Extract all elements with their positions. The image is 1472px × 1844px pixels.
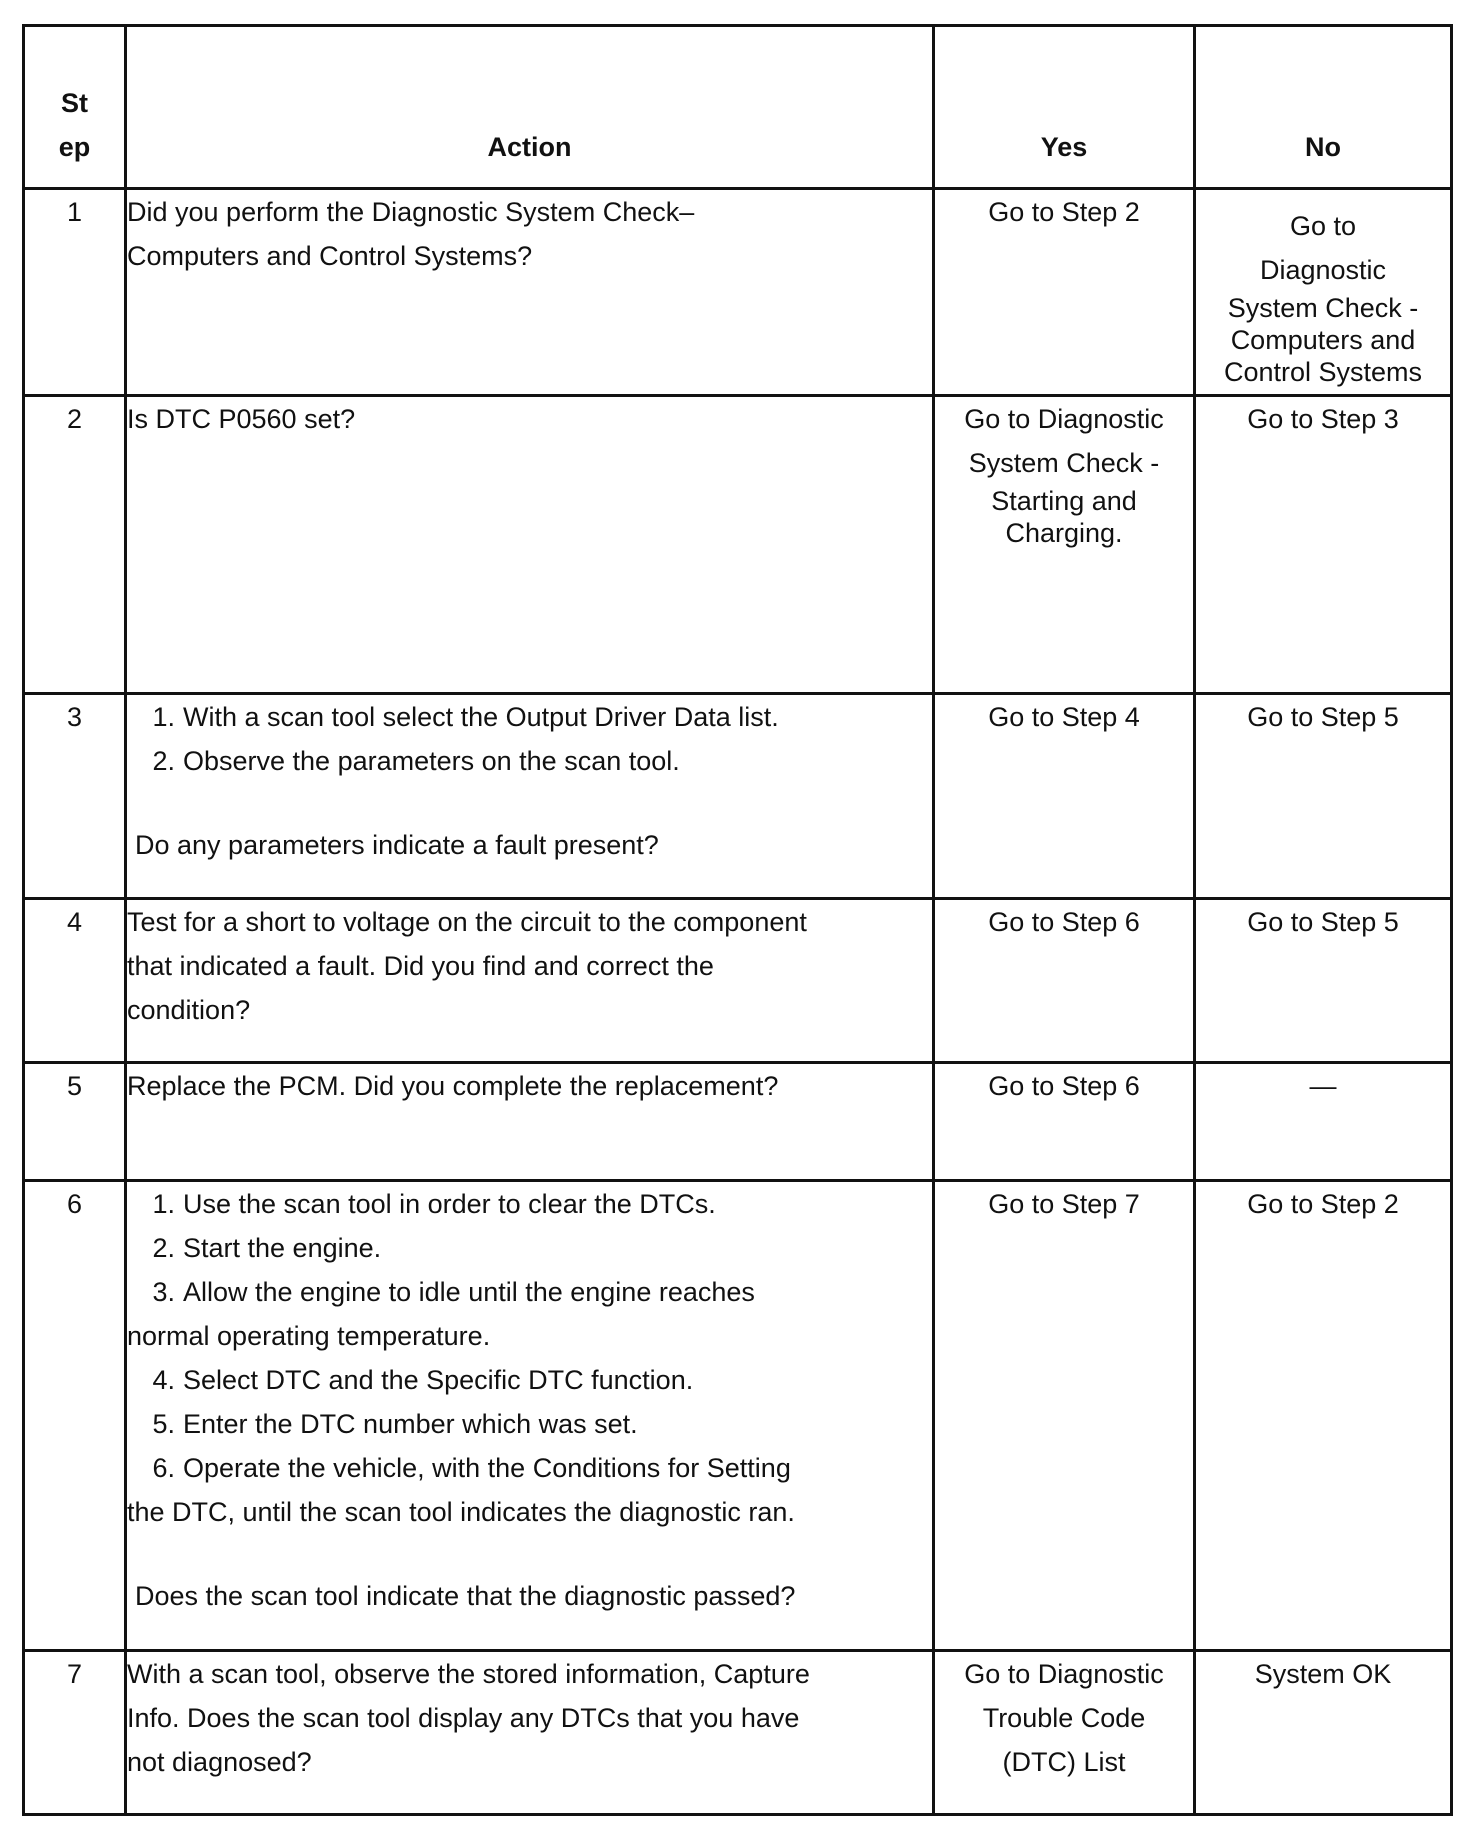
list-item-continuation: the DTC, until the scan tool indicates the diagnostic ran.	[127, 1497, 795, 1527]
action-line: Test for a short to voltage on the circuit to the component	[127, 907, 807, 937]
action-cell	[126, 189, 934, 396]
list-item-number: 6.	[152, 1453, 175, 1483]
no-cell: —	[1195, 1063, 1452, 1181]
list-item-number: 2.	[152, 746, 175, 776]
list-item	[127, 1182, 932, 1226]
table-row-step-4	[24, 899, 1452, 1063]
no-line: Go to	[1289, 211, 1357, 241]
yes-cell: Go to Step 7	[934, 1181, 1195, 1651]
header-yes: Yes	[934, 26, 1195, 189]
list-item-number: 2.	[152, 1233, 175, 1263]
diagnostic-table	[22, 24, 1453, 1816]
action-cell	[126, 396, 934, 694]
step-number: 5	[24, 1063, 126, 1181]
no-cell: System OK	[1195, 1651, 1452, 1815]
header-no: No	[1195, 26, 1452, 189]
list-item-text: Operate the vehicle, with the Conditions for Setting	[183, 1453, 791, 1483]
header-action: Action	[126, 26, 934, 189]
step-number: 6	[24, 1181, 126, 1651]
action-cell	[126, 899, 934, 1063]
list-item	[127, 739, 932, 783]
list-item-number: 3.	[152, 1277, 175, 1307]
yes-cell: Go to Step 4	[934, 694, 1195, 899]
no-line: Diagnostic	[1259, 255, 1387, 285]
step-number: 1	[24, 189, 126, 396]
yes-cell: Go to Step 6	[934, 1063, 1195, 1181]
action-cell	[126, 1181, 934, 1651]
action-line: Computers and Control Systems?	[127, 241, 533, 271]
list-item	[127, 695, 932, 739]
no-line: Computers and	[1230, 325, 1416, 355]
list-item-text: With a scan tool select the Output Driver Data list.	[183, 702, 779, 732]
no-cell: Go to Step 5	[1195, 899, 1452, 1063]
table-row-step-2	[24, 396, 1452, 694]
list-item-text: Select DTC and the Specific DTC function.	[183, 1365, 694, 1395]
action-cell	[126, 694, 934, 899]
step-number: 7	[24, 1651, 126, 1815]
header-row	[24, 26, 1452, 189]
action-line: Info. Does the scan tool display any DTCs that you have	[127, 1703, 800, 1733]
list-item	[127, 1358, 932, 1402]
list-item-text: Use the scan tool in order to clear the DTCs.	[183, 1189, 716, 1219]
list-item-text: Observe the parameters on the scan tool.	[183, 746, 680, 776]
action-cell	[126, 1063, 934, 1181]
action-line: that indicated a fault. Did you find and correct the	[127, 951, 714, 981]
yes-line: Charging.	[1005, 518, 1123, 548]
action-line: With a scan tool, observe the stored information, Capture	[127, 1659, 810, 1689]
yes-line: Trouble Code	[982, 1703, 1146, 1733]
yes-cell: Go to Step 6	[934, 899, 1195, 1063]
list-item-number: 1.	[152, 1189, 175, 1219]
action-cell	[126, 1651, 934, 1815]
table-row-step-6	[24, 1181, 1452, 1651]
list-item-text: Allow the engine to idle until the engine reaches	[183, 1277, 755, 1307]
table-row-step-1	[24, 189, 1452, 396]
step-number: 4	[24, 899, 126, 1063]
action-line: Did you perform the Diagnostic System Check–	[127, 197, 695, 227]
list-item-text: Enter the DTC number which was set.	[183, 1409, 638, 1439]
list-item	[127, 1270, 932, 1314]
yes-line: System Check -	[968, 448, 1160, 478]
list-item	[127, 1226, 932, 1270]
step-number: 3	[24, 694, 126, 899]
action-list	[127, 695, 932, 783]
header-step-line1: St	[61, 88, 88, 118]
table-row-step-3	[24, 694, 1452, 899]
header-step-line2: ep	[58, 132, 91, 162]
list-item-number: 1.	[152, 702, 175, 732]
table-row-step-5	[24, 1063, 1452, 1181]
action-question: Do any parameters indicate a fault present?	[135, 830, 659, 860]
action-line: Replace the PCM. Did you complete the replacement?	[127, 1071, 779, 1101]
header-step	[24, 26, 126, 189]
no-line: Control Systems	[1223, 357, 1423, 387]
action-question: Does the scan tool indicate that the diagnostic passed?	[135, 1581, 796, 1611]
yes-cell	[934, 396, 1195, 694]
yes-line: Go to Diagnostic	[964, 404, 1164, 434]
no-cell: Go to Step 5	[1195, 694, 1452, 899]
list-item	[127, 1446, 932, 1490]
no-cell	[1195, 189, 1452, 396]
yes-line: Go to Diagnostic	[964, 1659, 1164, 1689]
action-list	[127, 1182, 932, 1534]
no-cell: Go to Step 2	[1195, 1181, 1452, 1651]
yes-cell: Go to Step 2	[934, 189, 1195, 396]
spacer	[127, 783, 932, 823]
list-item	[127, 1402, 932, 1446]
action-line: Is DTC P0560 set?	[127, 404, 356, 434]
list-item-number: 4.	[152, 1365, 175, 1395]
table-row-step-7	[24, 1651, 1452, 1815]
list-item-continuation: normal operating temperature.	[127, 1321, 491, 1351]
action-line: not diagnosed?	[127, 1747, 312, 1777]
spacer	[127, 1534, 932, 1574]
yes-line: (DTC) List	[1002, 1747, 1126, 1777]
yes-line: Starting and	[991, 486, 1137, 516]
no-cell: Go to Step 3	[1195, 396, 1452, 694]
action-line: condition?	[127, 995, 251, 1025]
list-item-text: Start the engine.	[183, 1233, 382, 1263]
no-line: System Check -	[1227, 293, 1419, 323]
list-item-number: 5.	[152, 1409, 175, 1439]
step-number: 2	[24, 396, 126, 694]
yes-cell	[934, 1651, 1195, 1815]
